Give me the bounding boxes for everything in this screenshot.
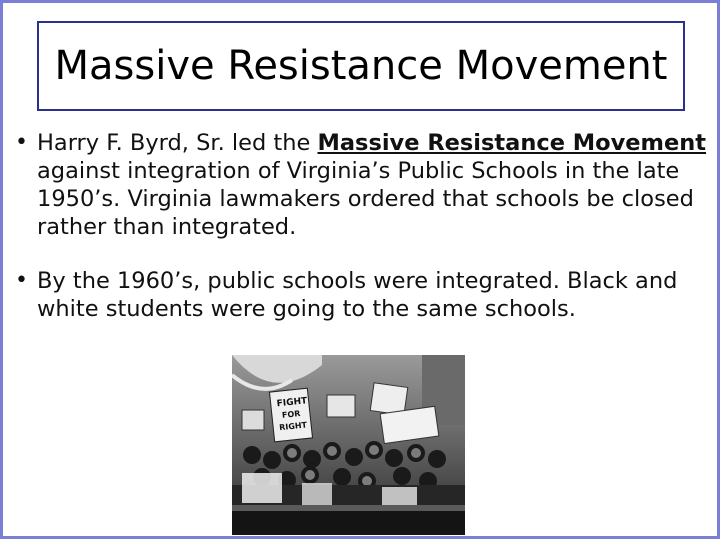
bullet-emphasis: Massive Resistance Movement [317, 130, 707, 156]
protest-photo-illustration [232, 355, 465, 535]
bullet-list [13, 129, 713, 349]
slide-title: Massive Resistance Movement [54, 43, 668, 89]
sign-text: FOR [281, 409, 301, 420]
bullet-marker: • [15, 268, 28, 293]
bullet-marker: • [15, 130, 28, 155]
sign-text: FIGHT [276, 396, 308, 410]
bullet-text-before: Harry F. Byrd, Sr. led the [37, 130, 318, 156]
sign-text: RIGHT [278, 420, 308, 433]
title-box [37, 21, 685, 111]
bullet-item [13, 129, 713, 241]
bullet-text: By the 1960’s, public schools were integrated. Black and white students were going to the same schools. [37, 268, 678, 322]
bullet-text-after: against integration of Virginia’s Public Schools in the late 1950’s. Virginia lawmakers ordered that schools be closed rather than integrated. [37, 158, 694, 240]
bullet-item [13, 267, 713, 323]
protest-photo [232, 355, 465, 535]
